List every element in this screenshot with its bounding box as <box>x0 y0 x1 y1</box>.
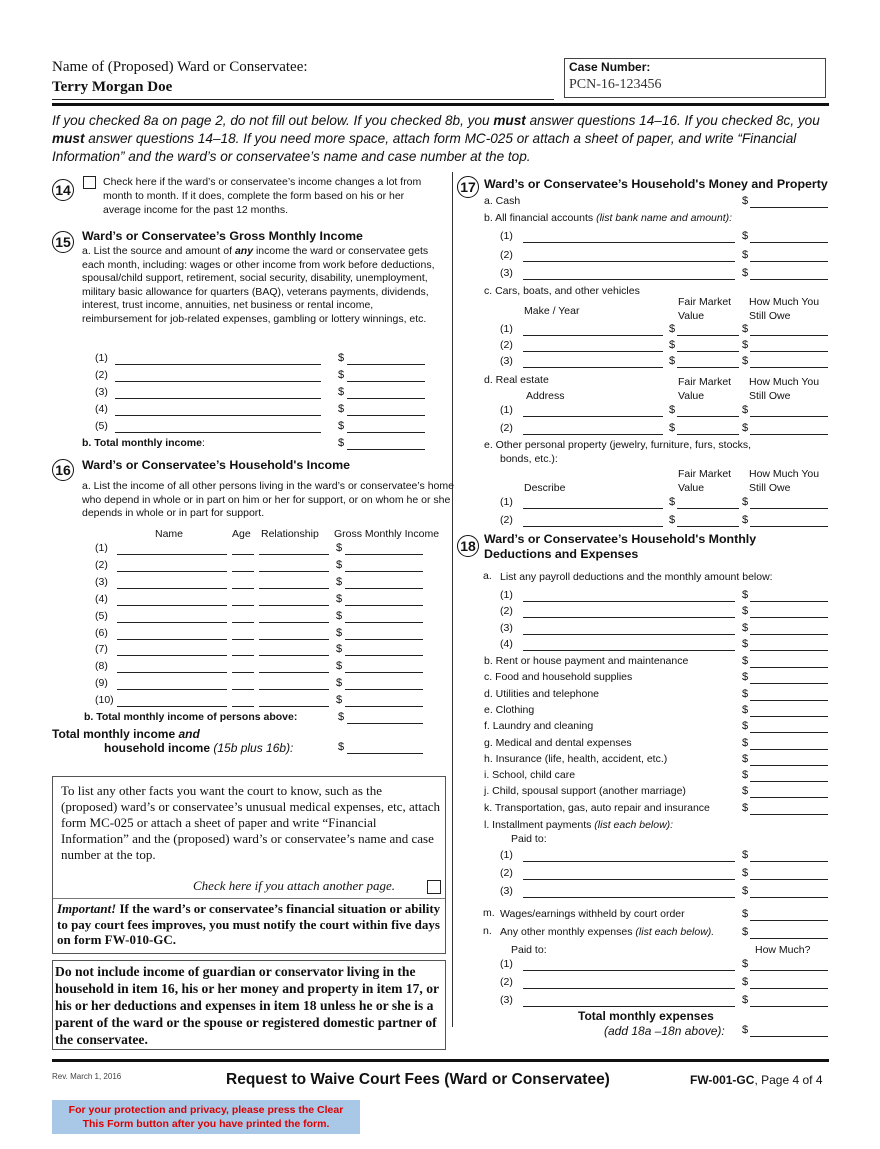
income-row-label: (5) <box>95 420 108 432</box>
household-relationship-field[interactable] <box>259 554 329 555</box>
income-row-label: (1) <box>95 352 108 364</box>
household-age-field[interactable] <box>232 622 254 623</box>
item-18m-dollar: $ <box>742 908 749 920</box>
item-17e-fmv-2: Value <box>678 482 705 494</box>
vehicle-description-field[interactable] <box>523 351 663 352</box>
item-16b-amount-field[interactable] <box>347 723 423 724</box>
total-expenses-label-1: Total monthly expenses <box>578 1009 714 1023</box>
vehicle-value-field[interactable] <box>677 351 739 352</box>
household-row-label: (1) <box>95 542 108 554</box>
item-17c-owe-2: Still Owe <box>749 310 791 322</box>
household-dollar-sign: $ <box>336 609 343 622</box>
payroll-deduction-amount-field[interactable] <box>750 650 828 651</box>
item-18n-letter: n. <box>483 925 492 937</box>
payroll-deduction-row-label: (1) <box>500 589 513 601</box>
household-age-field[interactable] <box>232 672 254 673</box>
other-expense-description-field[interactable] <box>523 1006 735 1007</box>
vehicle-value-dollar: $ <box>669 339 676 351</box>
installment-amount-field[interactable] <box>750 879 828 880</box>
expense-item-label: f. Laundry and cleaning <box>484 720 594 733</box>
personal-property-amount-dollar: $ <box>742 496 749 508</box>
household-row-label: (4) <box>95 592 108 605</box>
income-row-label: (4) <box>95 403 108 415</box>
other-expense-amount-dollar: $ <box>742 958 749 970</box>
item-17d-owe-1: How Much You <box>749 376 820 388</box>
household-age-field[interactable] <box>232 655 254 656</box>
item-17d-owe-2: Still Owe <box>749 390 791 402</box>
item-17c-make: Make / Year <box>524 305 580 317</box>
ward-name-underline <box>52 99 554 100</box>
income-amount-field[interactable] <box>347 432 425 433</box>
item-15b-label: b. Total monthly income: <box>82 437 205 449</box>
item-15b-dollar: $ <box>338 437 345 449</box>
household-dollar-sign: $ <box>336 660 343 673</box>
expense-item-label: g. Medical and dental expenses <box>484 736 632 749</box>
household-relationship-field[interactable] <box>259 689 329 690</box>
installment-amount-dollar: $ <box>742 885 749 897</box>
item-17e-describe: Describe <box>524 482 566 494</box>
case-number-box[interactable] <box>564 58 826 98</box>
household-name-field[interactable] <box>117 672 227 673</box>
household-dollar-sign: $ <box>336 592 343 605</box>
household-income-field[interactable] <box>345 689 423 690</box>
household-income-field[interactable] <box>345 655 423 656</box>
installment-row-label: (1) <box>500 849 513 861</box>
installment-description-field[interactable] <box>523 897 735 898</box>
household-name-field[interactable] <box>117 689 227 690</box>
item-18m-amount-field[interactable] <box>750 920 828 921</box>
other-facts-box <box>52 776 446 954</box>
total-household-dollar: $ <box>338 741 345 753</box>
item-18l-label: l. Installment payments (list each below): <box>484 819 674 831</box>
household-income-field[interactable] <box>345 706 423 707</box>
other-expense-amount-field[interactable] <box>750 988 828 989</box>
important-notice: Important! If the ward’s or conservatee’s financial situation or ability to pay court fees improves, you must notify the court within five days on form FW-010-GC. <box>57 901 441 947</box>
expense-item-amount-field[interactable] <box>750 765 828 766</box>
household-relationship-field[interactable] <box>259 672 329 673</box>
case-number-value[interactable]: PCN-16-123456 <box>569 77 662 92</box>
income-row-label: (2) <box>95 369 108 381</box>
real-estate-amount-dollar: $ <box>742 404 749 416</box>
item-18m-text: Wages/earnings withheld by court order <box>500 908 685 920</box>
case-number-label: Case Number: <box>569 60 651 74</box>
item-16-title: Ward’s or Conservatee’s Household's Income <box>82 458 351 472</box>
household-relationship-field[interactable] <box>259 622 329 623</box>
other-expense-description-field[interactable] <box>523 988 735 989</box>
household-age-field[interactable] <box>232 605 254 606</box>
vehicle-value-dollar: $ <box>669 323 676 335</box>
income-dollar-sign: $ <box>338 386 345 398</box>
ward-name-label: Name of (Proposed) Ward or Conservatee: <box>52 59 308 75</box>
item-17e-label-2: bonds, etc.): <box>500 453 558 465</box>
item-17-number: 17 <box>457 176 479 198</box>
other-expense-amount-dollar: $ <box>742 994 749 1006</box>
item-15a-text: a. List the source and amount of any income the ward or conservatee gets each month, including: wages or other income from work before deductions, spousal/child support, retirement, social security, disability, unemployment, military basic allowance for quarters (BAQ), veterans payments, dividends, interest, trust income, annuities, net business or rental income, reimbursement for job-related expenses, gambling or lottery winnings, etc. <box>82 245 435 325</box>
installment-amount-dollar: $ <box>742 867 749 879</box>
other-expense-description-field[interactable] <box>523 970 735 971</box>
account-row-label: (2) <box>500 249 513 261</box>
item-18n-dollar: $ <box>742 926 749 938</box>
footer-rule <box>52 1059 829 1062</box>
instructions: If you checked 8a on page 2, do not fill out below. If you checked 8b, you must answer questions 14–16. If you checked 8c, you must answer questions 14–18. If you need more space, attach form MC-025 or attach a sheet of paper, and write “Financial Information” and the ward’s or conservatee’s name and case number at the top. <box>52 113 820 164</box>
item-17c-owe-1: How Much You <box>749 296 820 308</box>
payroll-deduction-amount-field[interactable] <box>750 617 828 618</box>
account-amount-dollar: $ <box>742 249 749 261</box>
item-15-title: Ward’s or Conservatee’s Gross Monthly Income <box>82 229 363 243</box>
income-row-label: (3) <box>95 386 108 398</box>
personal-property-value-field[interactable] <box>677 526 739 527</box>
item-17c-fmv-1: Fair Market <box>678 296 732 308</box>
item-17a-label: a. Cash <box>484 195 521 207</box>
income-source-field[interactable] <box>115 364 321 365</box>
installment-description-field[interactable] <box>523 879 735 880</box>
vehicle-amount-field[interactable] <box>750 351 828 352</box>
expense-item-label: e. Clothing <box>484 703 535 716</box>
item-16b-dollar: $ <box>338 711 345 723</box>
vehicle-row-label: (1) <box>500 323 513 335</box>
household-relationship-field[interactable] <box>259 706 329 707</box>
item-14-number: 14 <box>52 179 74 201</box>
expense-item-dollar: $ <box>742 687 749 700</box>
attach-page-label: Check here if you attach another page. <box>193 878 396 893</box>
item-17e-owe-1: How Much You <box>749 468 820 480</box>
expense-item-label: i. School, child care <box>484 769 576 782</box>
household-relationship-field[interactable] <box>259 588 329 589</box>
expense-item-dollar: $ <box>742 785 749 798</box>
income-source-field[interactable] <box>115 432 321 433</box>
other-expense-amount-field[interactable] <box>750 1006 828 1007</box>
header-rule <box>52 103 829 106</box>
household-income-field[interactable] <box>345 639 423 640</box>
personal-property-row-label: (1) <box>500 496 513 508</box>
expense-item-dollar: $ <box>742 720 749 733</box>
income-dollar-sign: $ <box>338 403 345 415</box>
household-dollar-sign: $ <box>336 694 343 707</box>
expense-item-amount-field[interactable] <box>750 700 828 701</box>
household-name-field[interactable] <box>117 706 227 707</box>
household-name-field[interactable] <box>117 571 227 572</box>
payroll-deduction-amount-field[interactable] <box>750 601 828 602</box>
payroll-deduction-row-label: (2) <box>500 605 513 617</box>
household-name-field[interactable] <box>117 655 227 656</box>
income-source-field[interactable] <box>115 398 321 399</box>
item-18a-letter: a. <box>483 570 492 582</box>
personal-property-value-dollar: $ <box>669 514 676 526</box>
household-name-field[interactable] <box>117 605 227 606</box>
expense-item-amount-field[interactable] <box>750 716 828 717</box>
account-description-field[interactable] <box>523 261 735 262</box>
personal-property-amount-dollar: $ <box>742 514 749 526</box>
personal-property-value-dollar: $ <box>669 496 676 508</box>
real-estate-row-label: (2) <box>500 422 513 434</box>
form-number-page: FW-001-GC, Page 4 of 4 <box>690 1073 823 1087</box>
expense-item-dollar: $ <box>742 655 749 667</box>
household-dollar-sign: $ <box>336 558 343 571</box>
item-18n-amount-field[interactable] <box>750 938 828 939</box>
household-dollar-sign: $ <box>336 626 343 639</box>
col-relationship: Relationship <box>261 528 319 540</box>
household-age-field[interactable] <box>232 554 254 555</box>
household-age-field[interactable] <box>232 639 254 640</box>
installment-amount-field[interactable] <box>750 897 828 898</box>
account-amount-field[interactable] <box>750 242 828 243</box>
expense-item-dollar: $ <box>742 671 749 684</box>
item-16-number: 16 <box>52 459 74 481</box>
household-row-label: (3) <box>95 575 108 588</box>
other-expense-row-label: (1) <box>500 958 513 970</box>
item-17-title: Ward’s or Conservatee’s Household's Money and Property <box>484 177 828 191</box>
income-amount-field[interactable] <box>347 381 425 382</box>
real-estate-description-field[interactable] <box>523 416 663 417</box>
vehicle-value-field[interactable] <box>677 335 739 336</box>
real-estate-value-field[interactable] <box>677 434 739 435</box>
payroll-deduction-description-field[interactable] <box>523 634 735 635</box>
household-relationship-field[interactable] <box>259 605 329 606</box>
total-expenses-amount-field[interactable] <box>750 1036 828 1037</box>
household-name-field[interactable] <box>117 554 227 555</box>
real-estate-row-label: (1) <box>500 404 513 416</box>
vehicle-amount-dollar: $ <box>742 323 749 335</box>
col-gross-income: Gross Monthly Income <box>334 528 440 540</box>
other-expense-amount-dollar: $ <box>742 976 749 988</box>
household-relationship-field[interactable] <box>259 655 329 656</box>
total-household-label-2: household income (15b plus 16b): <box>104 741 294 755</box>
household-income-field[interactable] <box>345 605 423 606</box>
item-18n-paid-to: Paid to: <box>511 944 547 956</box>
ward-name-value[interactable]: Terry Morgan Doe <box>52 79 173 95</box>
installment-amount-dollar: $ <box>742 849 749 861</box>
income-amount-field[interactable] <box>347 398 425 399</box>
col-name: Name <box>155 528 184 540</box>
item-18-title-2: Deductions and Expenses <box>484 547 639 561</box>
cash-amount-field[interactable] <box>750 207 828 208</box>
vehicle-description-field[interactable] <box>523 367 663 368</box>
household-age-field[interactable] <box>232 571 254 572</box>
other-facts-text: To list any other facts you want the court to know, such as the (proposed) ward’s or conservatee’s unusual medical expenses, etc, attach form MC-025 or attach a sheet of paper and write “Financial Information” and the (proposed) ward’s or conservatee’s name and case number at the top. <box>61 783 441 862</box>
vehicle-description-field[interactable] <box>523 335 663 336</box>
expense-item-label: k. Transportation, gas, auto repair and insurance <box>484 801 710 814</box>
item-17c-label: c. Cars, boats, and other vehicles <box>484 285 640 297</box>
income-source-field[interactable] <box>115 415 321 416</box>
income-dollar-sign: $ <box>338 352 345 364</box>
other-expense-amount-field[interactable] <box>750 970 828 971</box>
item-17e-owe-2: Still Owe <box>749 482 791 494</box>
item-18l-paid-to: Paid to: <box>511 833 547 845</box>
clear-form-button[interactable] <box>52 1100 360 1134</box>
col-age: Age <box>232 528 251 540</box>
expense-item-dollar: $ <box>742 703 749 716</box>
account-row-label: (3) <box>500 267 513 279</box>
total-household-amount-field[interactable] <box>347 753 423 754</box>
payroll-deduction-amount-dollar: $ <box>742 638 749 650</box>
expense-item-dollar: $ <box>742 752 749 765</box>
item-17d-fmv-1: Fair Market <box>678 376 732 388</box>
guardian-notice-text: Do not include income of guardian or conservator living in the household in item 16, his or her money and property in item 17, or his or her deductions and expenses in item 18 unless he or she is a parent of the ward or the spouse or registered domestic partner of the conservatee. <box>55 964 439 1047</box>
item-14-text: Check here if the ward’s or conservatee’s income changes a lot from month to month. If it does, complete the form based on his or her average income for the past 12 months. <box>103 176 422 216</box>
item-17a-dollar: $ <box>742 195 749 207</box>
item-18-title-1: Ward’s or Conservatee’s Household's Monthly <box>484 532 757 546</box>
household-dollar-sign: $ <box>336 677 343 690</box>
expense-item-amount-field[interactable] <box>750 732 828 733</box>
expense-item-dollar: $ <box>742 769 749 782</box>
income-amount-field[interactable] <box>347 364 425 365</box>
personal-property-description-field[interactable] <box>523 526 663 527</box>
vehicle-amount-field[interactable] <box>750 335 828 336</box>
vehicle-amount-field[interactable] <box>750 367 828 368</box>
personal-property-description-field[interactable] <box>523 508 663 509</box>
real-estate-description-field[interactable] <box>523 434 663 435</box>
household-relationship-field[interactable] <box>259 571 329 572</box>
item-17b-label: b. All financial accounts (list bank name and amount): <box>484 212 733 224</box>
expense-item-amount-field[interactable] <box>750 683 828 684</box>
vehicle-amount-dollar: $ <box>742 355 749 367</box>
item-17c-fmv-2: Value <box>678 310 705 322</box>
item-18-number: 18 <box>457 535 479 557</box>
total-household-label-1: Total monthly income and <box>52 727 200 741</box>
account-amount-field[interactable] <box>750 279 828 280</box>
vehicle-row-label: (2) <box>500 339 513 351</box>
account-amount-dollar: $ <box>742 267 749 279</box>
household-age-field[interactable] <box>232 689 254 690</box>
installment-description-field[interactable] <box>523 861 735 862</box>
item-18m-letter: m. <box>483 907 495 919</box>
expense-item-amount-field[interactable] <box>750 797 828 798</box>
personal-property-amount-field[interactable] <box>750 508 828 509</box>
real-estate-value-field[interactable] <box>677 416 739 417</box>
vehicle-value-field[interactable] <box>677 367 739 368</box>
payroll-deduction-amount-dollar: $ <box>742 605 749 617</box>
account-amount-dollar: $ <box>742 230 749 242</box>
expense-item-amount-field[interactable] <box>750 781 828 782</box>
household-age-field[interactable] <box>232 588 254 589</box>
income-changes-checkbox[interactable] <box>83 176 96 189</box>
payroll-deduction-amount-dollar: $ <box>742 622 749 634</box>
household-relationship-field[interactable] <box>259 639 329 640</box>
personal-property-value-field[interactable] <box>677 508 739 509</box>
item-16b-label: b. Total monthly income of persons above: <box>84 711 298 723</box>
item-17d-fmv-2: Value <box>678 390 705 402</box>
item-15b-amount-field[interactable] <box>347 449 425 450</box>
payroll-deduction-description-field[interactable] <box>523 650 735 651</box>
column-divider <box>452 172 453 1027</box>
household-income-field[interactable] <box>345 571 423 572</box>
real-estate-value-dollar: $ <box>669 422 676 434</box>
revision-date: Rev. March 1, 2016 <box>52 1072 122 1081</box>
expense-item-label: j. Child, spousal support (another marriage) <box>484 785 686 798</box>
payroll-deduction-description-field[interactable] <box>523 617 735 618</box>
household-income-field[interactable] <box>345 622 423 623</box>
installment-row-label: (2) <box>500 867 513 879</box>
household-name-field[interactable] <box>117 588 227 589</box>
payroll-deduction-description-field[interactable] <box>523 601 735 602</box>
expense-item-label: c. Food and household supplies <box>484 671 633 684</box>
item-17d-label: d. Real estate <box>484 374 549 386</box>
account-row-label: (1) <box>500 230 513 242</box>
household-income-field[interactable] <box>345 554 423 555</box>
other-expense-row-label: (3) <box>500 994 513 1006</box>
item-18n-text: Any other monthly expenses (list each below). <box>500 926 715 938</box>
household-row-label: (7) <box>95 643 108 656</box>
payroll-deduction-amount-field[interactable] <box>750 634 828 635</box>
installment-row-label: (3) <box>500 885 513 897</box>
total-expenses-label-2: (add 18a –18n above): <box>604 1024 725 1038</box>
income-dollar-sign: $ <box>338 420 345 432</box>
expense-item-amount-field[interactable] <box>750 667 828 668</box>
real-estate-amount-field[interactable] <box>750 434 828 435</box>
household-row-label: (5) <box>95 609 108 622</box>
total-expenses-dollar: $ <box>742 1024 749 1036</box>
attach-page-checkbox[interactable] <box>427 880 441 894</box>
clear-form-text-1: For your protection and privacy, please press the Clear <box>68 1104 344 1116</box>
household-row-label: (2) <box>95 558 108 571</box>
item-15-number: 15 <box>52 231 74 253</box>
household-income-field[interactable] <box>345 672 423 673</box>
expense-item-dollar: $ <box>742 736 749 749</box>
personal-property-row-label: (2) <box>500 514 513 526</box>
expense-item-label: b. Rent or house payment and maintenance <box>484 655 689 667</box>
real-estate-value-dollar: $ <box>669 404 676 416</box>
vehicle-row-label: (3) <box>500 355 513 367</box>
account-description-field[interactable] <box>523 279 735 280</box>
expense-item-amount-field[interactable] <box>750 814 828 815</box>
item-18n-how-much: How Much? <box>755 944 811 956</box>
vehicle-amount-dollar: $ <box>742 339 749 351</box>
household-dollar-sign: $ <box>336 542 343 554</box>
installment-amount-field[interactable] <box>750 861 828 862</box>
household-age-field[interactable] <box>232 706 254 707</box>
household-dollar-sign: $ <box>336 643 343 656</box>
household-row-label: (10) <box>95 694 114 707</box>
other-expense-row-label: (2) <box>500 976 513 988</box>
payroll-deduction-row-label: (3) <box>500 622 513 634</box>
household-row-label: (8) <box>95 660 108 673</box>
income-dollar-sign: $ <box>338 369 345 381</box>
expense-item-label: h. Insurance (life, health, accident, etc.) <box>484 752 668 765</box>
income-amount-field[interactable] <box>347 415 425 416</box>
clear-form-text-2: This Form button after you have printed the form. <box>82 1118 330 1130</box>
form-title: Request to Waive Court Fees (Ward or Conservatee) <box>226 1071 610 1088</box>
other-facts-divider <box>53 898 445 899</box>
vehicle-value-dollar: $ <box>669 355 676 367</box>
household-name-field[interactable] <box>117 622 227 623</box>
real-estate-amount-field[interactable] <box>750 416 828 417</box>
expense-item-dollar: $ <box>742 801 749 814</box>
household-income-field[interactable] <box>345 588 423 589</box>
item-17e-fmv-1: Fair Market <box>678 468 732 480</box>
item-17e-label-1: e. Other personal property (jewelry, furniture, furs, stocks, <box>484 439 752 451</box>
income-source-field[interactable] <box>115 381 321 382</box>
household-name-field[interactable] <box>117 639 227 640</box>
payroll-deduction-row-label: (4) <box>500 638 513 650</box>
household-dollar-sign: $ <box>336 575 343 588</box>
guardian-notice-box <box>52 960 446 1050</box>
item-18a-text: List any payroll deductions and the monthly amount below: <box>500 571 773 583</box>
personal-property-amount-field[interactable] <box>750 526 828 527</box>
household-row-label: (6) <box>95 626 108 639</box>
payroll-deduction-amount-dollar: $ <box>742 589 749 601</box>
expense-item-label: d. Utilities and telephone <box>484 687 599 700</box>
household-row-label: (9) <box>95 677 108 690</box>
expense-item-amount-field[interactable] <box>750 749 828 750</box>
item-17d-address: Address <box>526 390 565 402</box>
account-description-field[interactable] <box>523 242 735 243</box>
account-amount-field[interactable] <box>750 261 828 262</box>
real-estate-amount-dollar: $ <box>742 422 749 434</box>
item-16a-text: a. List the income of all other persons living in the ward’s or conservatee’s home who depend in whole or in part on him or her for support, or on whom he or she depends in whole or in part for support. <box>82 480 454 519</box>
